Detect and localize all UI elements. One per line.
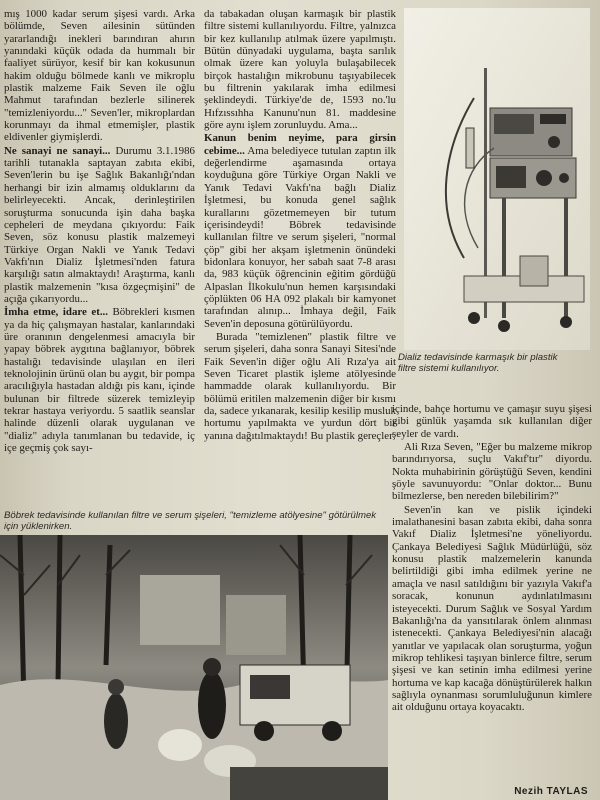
- subheading: İmha etme, idare et...: [4, 306, 108, 319]
- dialysis-machine-illustration: [404, 8, 590, 350]
- street-scene-photo: [0, 535, 388, 800]
- paragraph: Seven'in kan ve pislik içindeki imalathanesini basan zabıta ekibi, daha sonra Vakıf Dializ İşletmesi'ne yöneliyordu. Çankaya Belediyesi Sağlık Müdürlüğü, söz konusu plastik malzemelerin kanunda belirtildiği gibi imha edilmek yerine ne amaçla ve nasıl satıldığını bir yazıyla Vakıf'a soracak, konunun aydınlatılmasını isteyecekti. Durum Sağlık ve Sosyal Yardım Bakanlığı'na da yansıtılarak önlem alınması istenecekti. Çankaya Belediyesi'nin alacağı yanıtlar ve yapılacak olan soruşturma, yoğun mikrop tehlikesi taşıyan binlerce filtre, serum şişesi ve kan setinin imha edilmesi yerine hortuma ve kap kacağa dönüştürülerek halkın sağlıyla oynanması sorumluluğunun kimlere ait olduğunu ortaya koyacaktı.: [392, 503, 592, 714]
- paragraph: mış 1000 kadar serum şişesi vardı. Arka bölümde, Seven ailesinin sütünden yararlandığı inekleri barındıran ahırın yanındaki küçük odada da hummalı bir faaliyet sürüyor, kesif bir kan kokusunun hakim olduğu bölmede kanlı ve mikroplu plastik malzeme Faik Seven ile oğlu Mahmut tarafından bezlerle silinerek "temizleniyordu..." Seven'ler, mikroplardan korunmayı da ihmal etmemişler, plastik eldivenler giymişlerdi.: [4, 8, 195, 144]
- subheading: Ne sanayi ne sanayi...: [4, 144, 111, 157]
- article-column-2: [204, 8, 396, 442]
- paragraph: Ali Rıza Seven, "Eğer bu malzeme mikrop barındırıyorsa, suçlu Vakıf'tır" diyordu. Nokta muhabirinin görüştüğü Seven, kendini şöyle savunuyordu: "Onlar doktor... Bunu bilmezlerse, ben nereden bilebilirim?": [392, 441, 592, 503]
- subheading: Kanun benim neyime, para girsin cebime...: [204, 132, 396, 157]
- paragraph: Burada "temizlenen" plastik filtre ve serum şişeleri, daha sonra Sanayi Sitesi'nde Faik Seven'in diğer oğlu Ali Rıza'ya ait Seven Ticaret plastik işleme atölyesinde hammadde olarak kullanılıyordu. Bir bölümü eritilen malzemenin diğer bir kısmı da, sadece yıkanarak, kesilip kesilip musluk hortumu yapılmakta ve yurdun dört bir yanına dağıtılmaktaydı! Bu plastik gereçler: [204, 330, 396, 442]
- paragraph-text: Durumu 3.1.1986 tarihli tutanakla saptayan zabıta ekibi, Seven'lerin bu işe Sağlık Bakanlığı'ndan herhangi bir izin almamış olduklarını da belirleyecekti. Ancak, derinleştirilen soruşturma sonucunda işin daha başka cepheleri de meydana çıkıyordu: Faik Seven, söz konusu plastik malzemeyi Türkiye Organ Nakli ve Yanık Tedavi Vakfı'nın Dializ İşletmesi'nden fatura karşılığı satın almaktaydı! Araştırma, kanlı plastik malzemenin "kısa özgeçmişini" de açığa çıkarıyordu...: [4, 144, 195, 305]
- paragraph: [4, 306, 195, 454]
- article-column-1: [4, 8, 195, 454]
- author-byline: Nezih TAYLAS: [514, 786, 588, 797]
- dialysis-machine-photo: [404, 8, 590, 350]
- paragraph: içinde, bahçe hortumu ve çamaşır suyu şişesi gibi günlük yaşamda sık kullanılan diğer şeyler de vardı.: [392, 403, 592, 440]
- paragraph: [4, 145, 195, 305]
- paragraph-text: Böbrekleri kısmen ya da hiç çalışmayan hastalar, kanlarındaki üre oranının dengelenmesi amacıyla bir yapay böbrek aygıtına bağlanıyor, böbrek hastalığı tedavisinde ulaşılan en ileri teknolojinin ürünü olan bu aygıt, bir pompa aracılığıyla hastadan aldığı pis kanı, içinde bulunan bir filtrede süzerek temizleyip tekrar hastaya veriyordu. 5 saatlik seanslar halinde düzenli olarak uygulanan ve "dializ" adıyla tanımlanan bu tedavide, iç içe geçmiş çok sayı-: [4, 306, 195, 455]
- article-column-3: [392, 403, 592, 714]
- paragraph: [204, 132, 396, 330]
- street-scene-illustration: [0, 535, 388, 800]
- paragraph: da tabakadan oluşan karmaşık bir plastik filtre sistemi kullanılıyordu. Filtre, yalnızca bir kez kullanılıp atılmak üzere yapılmıştı. Bütün dünyadaki uygulama, başta sarılık olmak üzere kan yoluyla bulaşabilecek birçok hastalığın mikrobunu taşıyabilecek bu filtrenin yakılarak imha edilmesi şeklindeydi. Türkiye'de de, 1593 no.'lu Hıfzıssıhha Kanunu'nun 81. maddesine göre aynı işlem zorunluydu. Ama...: [204, 8, 396, 132]
- photo-caption: Böbrek tedavisinde kullanılan filtre ve serum şişeleri, "temizleme atölyesine" götürülmek için yüklenirken.: [4, 510, 377, 532]
- paragraph-text: Ama belediyece tutulan zaptın ilk değerlendirme aşamasında ortaya koyduğuna göre Türkiye Organ Nakli ve Yanık Tedavi Vakfı'na bağlı Dializ İşletmesi, bu konuda genel sağlık kurallarını gözetmemeyen bir tutum içerisindeydi! Böbrek tedavisinde kullanılan filtre ve serum şişeleri, "normal çöp" gibi her akşam işletmenin önündeki bidonlara konuyor, her sabah saat 7-8 arası da, 983 küçük öğrencinin eğitim gördüğü Alpaslan İlkokulu'nun hemen karşısındaki çöplükten 06 HA 092 plakalı bir kamyonet tarafından alınıp... İmhaya değil, Faik Seven'in deposuna götürülüyordu.: [204, 144, 396, 330]
- photo-caption: Dializ tedavisinde karmaşık bir plastik filtre sistemi kullanılıyor.: [398, 352, 558, 374]
